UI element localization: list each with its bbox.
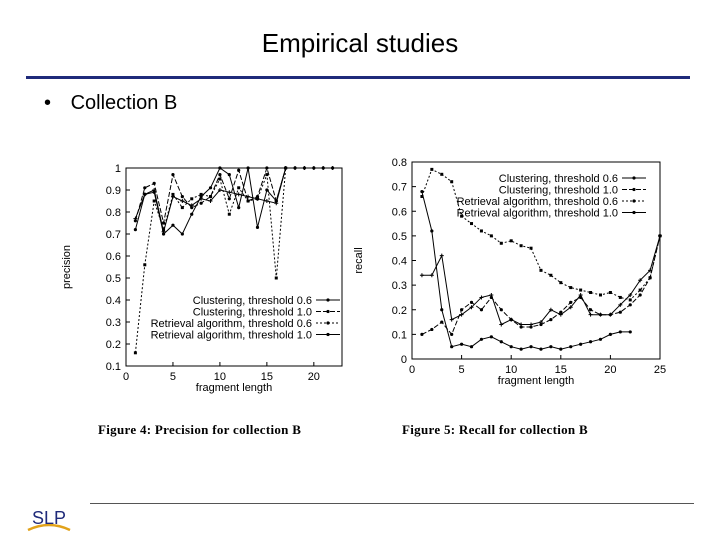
x-tick-label: 15 <box>554 364 567 376</box>
data-point <box>619 330 622 333</box>
bullet-item <box>44 92 177 115</box>
data-point <box>510 239 513 242</box>
data-point <box>639 289 642 292</box>
legend-label: Retrieval algorithm, threshold 1.0 <box>150 329 312 342</box>
legend-label: Retrieval algorithm, threshold 1.0 <box>456 207 618 220</box>
data-point <box>322 166 325 169</box>
y-axis-label: precision <box>61 244 73 290</box>
data-point <box>218 166 221 169</box>
data-point <box>480 229 483 232</box>
data-point <box>619 311 622 314</box>
data-point <box>450 333 453 336</box>
data-point <box>171 173 174 176</box>
data-point <box>490 234 493 237</box>
legend-marker <box>632 199 635 202</box>
data-point <box>420 333 423 336</box>
data-point <box>256 226 259 229</box>
y-tick-label: 0.6 <box>391 206 407 219</box>
x-tick-label: 0 <box>408 364 416 376</box>
data-point <box>218 178 221 181</box>
y-tick-label: 0.7 <box>105 229 121 241</box>
data-point <box>470 345 473 348</box>
y-tick-label: 1 <box>114 163 121 175</box>
y-tick-label: 0.4 <box>105 295 121 307</box>
data-point <box>275 199 278 202</box>
data-point <box>589 308 592 311</box>
footer-divider <box>90 503 694 504</box>
data-point <box>293 166 296 169</box>
x-tick-label: 25 <box>653 364 667 376</box>
legend-label: Clustering, threshold 1.0 <box>498 184 618 197</box>
data-point <box>200 195 203 198</box>
data-point <box>589 291 592 294</box>
data-point <box>629 303 632 306</box>
x-tick-label: 10 <box>213 371 227 383</box>
data-point <box>256 197 259 200</box>
data-point <box>275 277 278 280</box>
data-point <box>480 338 483 341</box>
data-point <box>649 276 652 279</box>
data-point <box>200 202 203 205</box>
data-point <box>247 200 250 203</box>
data-point <box>549 318 552 321</box>
y-tick-label: 0.7 <box>391 181 407 194</box>
data-point <box>559 348 562 351</box>
data-point <box>500 242 503 245</box>
y-tick-label: 0.8 <box>105 207 121 219</box>
legend-label: Retrieval algorithm, threshold 0.6 <box>456 196 618 208</box>
slide-title: Empirical studies <box>261 28 459 58</box>
data-point <box>480 308 483 311</box>
data-point <box>520 348 523 351</box>
data-point <box>530 247 533 250</box>
data-point <box>579 296 582 299</box>
data-point <box>569 286 572 289</box>
x-tick-label: 10 <box>505 364 518 376</box>
data-point <box>500 340 503 343</box>
data-point <box>510 318 513 321</box>
data-point <box>246 166 249 169</box>
data-point <box>549 345 552 348</box>
figure-4-caption: Figure 4: Precision for collection B <box>98 422 302 437</box>
data-point <box>470 301 473 304</box>
y-tick-label: 0.3 <box>105 317 121 329</box>
y-tick-label: 0.5 <box>391 230 407 243</box>
legend-label: Retrieval algorithm, threshold 0.6 <box>150 318 312 330</box>
data-point <box>579 343 582 346</box>
data-point <box>237 206 240 209</box>
data-point <box>440 173 443 176</box>
legend-label: Clustering, threshold 0.6 <box>498 173 618 185</box>
data-point <box>490 335 493 338</box>
data-point <box>237 169 240 172</box>
data-point <box>284 166 287 169</box>
data-point <box>181 206 184 209</box>
figure-5-caption: Figure 5: Recall for collection B <box>402 422 588 437</box>
x-tick-label: 20 <box>307 371 320 383</box>
legend-marker <box>632 211 635 214</box>
data-point <box>430 273 434 277</box>
data-point <box>609 291 612 294</box>
data-point <box>265 188 268 191</box>
data-point <box>529 325 532 328</box>
data-point <box>450 345 453 348</box>
data-point <box>579 289 582 292</box>
data-point <box>629 298 632 301</box>
bullet-dot-icon: • <box>44 92 52 114</box>
x-axis-label: fragment length <box>497 375 575 387</box>
data-point <box>619 296 622 299</box>
data-point <box>265 199 269 203</box>
series-line <box>422 236 660 335</box>
data-point <box>134 228 137 231</box>
legend-marker <box>326 298 329 301</box>
data-point <box>227 190 231 194</box>
data-point <box>549 274 552 277</box>
data-point <box>440 254 444 258</box>
data-point <box>490 296 493 299</box>
data-point <box>265 173 268 176</box>
legend-label: Clustering, threshold 0.6 <box>192 295 312 307</box>
legend-marker <box>326 310 329 313</box>
x-axis-label: fragment length <box>195 382 273 394</box>
y-tick-label: 0.1 <box>105 361 121 373</box>
data-point <box>510 345 513 348</box>
data-point <box>470 222 473 225</box>
data-point <box>153 200 156 203</box>
x-tick-label: 5 <box>458 364 465 376</box>
bullet-text: Collection B <box>70 92 178 114</box>
y-tick-label: 0.5 <box>105 273 121 285</box>
data-point <box>143 193 146 196</box>
data-point <box>430 328 433 331</box>
data-point <box>190 206 193 209</box>
data-point <box>181 195 184 198</box>
data-point <box>218 173 221 176</box>
data-point <box>460 343 463 346</box>
x-tick-label: 15 <box>260 371 273 383</box>
y-tick-label: 0.3 <box>391 280 407 293</box>
y-tick-label: 0.1 <box>391 329 407 342</box>
data-point <box>659 234 662 237</box>
data-point <box>559 311 562 314</box>
data-point <box>609 333 612 336</box>
data-point <box>520 325 523 328</box>
data-point <box>589 340 592 343</box>
data-point <box>629 330 632 333</box>
data-point <box>171 193 174 196</box>
y-tick-label: 0.4 <box>391 255 407 268</box>
legend-marker <box>326 321 329 324</box>
data-point <box>599 313 602 316</box>
data-point <box>265 166 268 169</box>
data-point <box>134 219 137 222</box>
recall-chart <box>353 148 680 398</box>
data-point <box>599 293 602 296</box>
data-point <box>499 323 503 327</box>
legend-marker <box>632 188 635 191</box>
data-point <box>460 308 463 311</box>
data-point <box>500 308 503 311</box>
data-point <box>529 345 532 348</box>
y-tick-label: 0 <box>400 354 407 366</box>
data-point <box>589 313 593 317</box>
y-tick-label: 0.2 <box>391 304 407 317</box>
data-point <box>134 351 137 354</box>
data-point <box>190 213 193 216</box>
data-point <box>539 323 542 326</box>
data-point <box>228 213 231 216</box>
data-point <box>569 301 572 304</box>
x-tick-label: 0 <box>122 371 130 383</box>
data-point <box>559 281 562 284</box>
legend-marker <box>326 333 329 336</box>
data-point <box>228 197 231 200</box>
data-point <box>609 313 612 316</box>
data-point <box>430 168 433 171</box>
precision-chart <box>58 148 358 398</box>
legend-marker <box>632 176 635 179</box>
data-point <box>520 244 523 247</box>
title-divider <box>26 76 690 79</box>
series-line <box>135 168 332 223</box>
data-point <box>237 192 241 196</box>
data-point <box>331 166 334 169</box>
data-point <box>450 318 454 322</box>
data-point <box>539 269 542 272</box>
data-point <box>153 182 156 185</box>
series-line <box>422 236 660 325</box>
data-point <box>181 232 184 235</box>
legend-label: Clustering, threshold 1.0 <box>192 306 312 319</box>
x-tick-label: 5 <box>169 371 177 383</box>
data-point <box>450 180 453 183</box>
data-point <box>430 229 433 232</box>
data-point <box>440 320 443 323</box>
data-point <box>153 191 156 194</box>
x-tick-label: 20 <box>604 364 617 376</box>
data-point <box>209 195 212 198</box>
data-point <box>599 338 602 341</box>
data-point <box>312 166 315 169</box>
y-axis-label: recall <box>353 247 365 274</box>
data-point <box>420 190 423 193</box>
data-point <box>639 293 642 296</box>
data-point <box>162 232 165 235</box>
data-point <box>440 308 443 311</box>
y-tick-label: 0.2 <box>105 339 121 351</box>
data-point <box>180 199 184 203</box>
logo-text: SLP <box>32 508 67 528</box>
y-tick-label: 0.6 <box>105 251 121 263</box>
data-point <box>209 186 212 189</box>
y-tick-label: 0.9 <box>105 185 121 197</box>
data-point <box>228 173 231 176</box>
data-point <box>569 345 572 348</box>
y-tick-label: 0.8 <box>391 157 407 169</box>
data-point <box>143 186 146 189</box>
data-point <box>143 263 146 266</box>
data-point <box>237 186 240 189</box>
data-point <box>303 166 306 169</box>
data-point <box>539 348 542 351</box>
slp-logo <box>24 500 74 536</box>
data-point <box>171 224 174 227</box>
data-point <box>420 273 424 277</box>
data-point <box>190 197 193 200</box>
